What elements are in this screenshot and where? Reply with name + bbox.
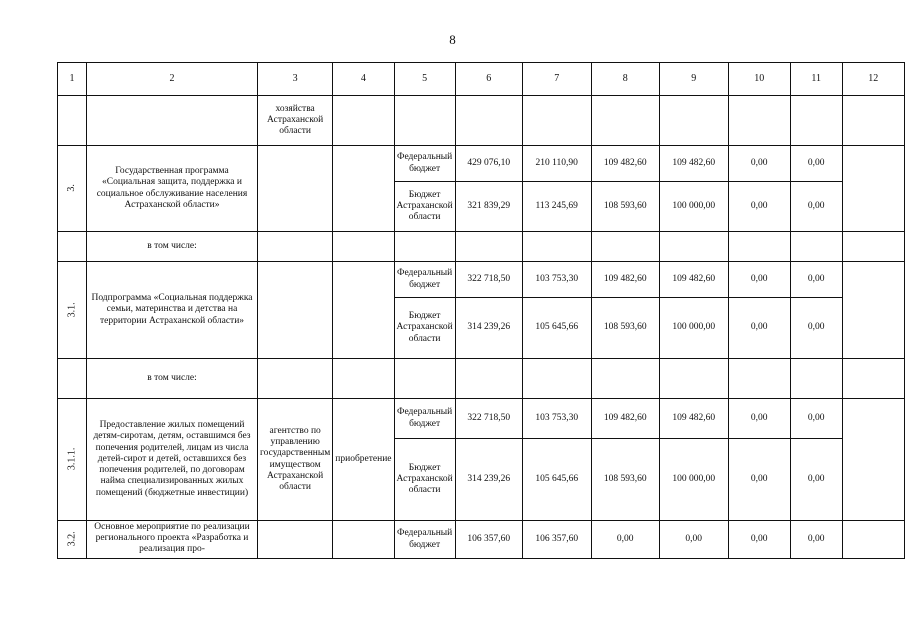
- item-title: Подпрограмма «Социальная поддержка семьи, материнства и детства на территории Астраханской области»: [87, 262, 258, 359]
- row-number: 3.2.: [58, 521, 87, 559]
- header-cell: 5: [394, 63, 455, 96]
- row-number: 3.1.1.: [58, 399, 87, 521]
- table-cell: [58, 232, 87, 262]
- table-cell: [842, 96, 904, 146]
- value-cell: 109 482,60: [659, 399, 728, 439]
- value-cell: 210 110,90: [522, 146, 591, 182]
- table-cell: [659, 232, 728, 262]
- table-cell: [728, 96, 790, 146]
- value-cell: 0,00: [790, 182, 842, 232]
- value-cell: 0,00: [728, 439, 790, 521]
- funding-source: Бюджет Астраханской области: [394, 182, 455, 232]
- value-cell: 108 593,60: [591, 439, 659, 521]
- table-cell: [659, 359, 728, 399]
- funding-source: Федеральный бюджет: [394, 399, 455, 439]
- table-cell: [522, 96, 591, 146]
- funding-source: Федеральный бюджет: [394, 146, 455, 182]
- table-cell: [333, 96, 394, 146]
- table-cell: [728, 359, 790, 399]
- table-row: [58, 399, 905, 439]
- value-cell: 108 593,60: [591, 298, 659, 359]
- value-cell: 0,00: [790, 262, 842, 298]
- table-row: [58, 96, 905, 146]
- header-cell: 7: [522, 63, 591, 96]
- row-number: 3.1.: [58, 262, 87, 359]
- table-cell: [659, 96, 728, 146]
- value-cell: 108 593,60: [591, 182, 659, 232]
- value-cell: 0,00: [790, 521, 842, 559]
- table-cell: [333, 232, 394, 262]
- row-number: 3.: [58, 146, 87, 232]
- value-cell: 103 753,30: [522, 262, 591, 298]
- value-cell: 109 482,60: [591, 262, 659, 298]
- funding-source: Бюджет Астраханской области: [394, 298, 455, 359]
- header-cell: 4: [333, 63, 394, 96]
- table-cell: [258, 359, 333, 399]
- value-cell: 100 000,00: [659, 182, 728, 232]
- value-cell: 0,00: [728, 298, 790, 359]
- table-row: [58, 146, 905, 182]
- table-cell: [842, 399, 904, 521]
- value-cell: 113 245,69: [522, 182, 591, 232]
- value-cell: 321 839,29: [455, 182, 522, 232]
- activity-type-cell: приобретение: [333, 399, 394, 521]
- table-cell: [455, 232, 522, 262]
- value-cell: 0,00: [659, 521, 728, 559]
- executor-cell: агентство по управлению государственным имуществом Астраханской области: [258, 399, 333, 521]
- table-cell: [333, 146, 394, 232]
- header-row: [58, 63, 905, 96]
- table-cell: [522, 232, 591, 262]
- header-cell: 12: [842, 63, 904, 96]
- value-cell: 0,00: [728, 146, 790, 182]
- value-cell: 100 000,00: [659, 439, 728, 521]
- header-cell: 8: [591, 63, 659, 96]
- table-cell: [591, 96, 659, 146]
- value-cell: 0,00: [728, 399, 790, 439]
- value-cell: 106 357,60: [455, 521, 522, 559]
- table-cell: [87, 96, 258, 146]
- table-row: [58, 359, 905, 399]
- value-cell: 109 482,60: [659, 146, 728, 182]
- header-cell: 3: [258, 63, 333, 96]
- header-cell: 1: [58, 63, 87, 96]
- header-cell: 9: [659, 63, 728, 96]
- value-cell: 314 239,26: [455, 298, 522, 359]
- table-cell: [455, 96, 522, 146]
- table-cell: [333, 521, 394, 559]
- header-cell: 10: [728, 63, 790, 96]
- budget-table: [57, 62, 905, 559]
- table-cell: [790, 359, 842, 399]
- table-cell: [258, 262, 333, 359]
- value-cell: 109 482,60: [659, 262, 728, 298]
- table-cell: [258, 146, 333, 232]
- funding-source: Бюджет Астраханской области: [394, 439, 455, 521]
- value-cell: 429 076,10: [455, 146, 522, 182]
- table-cell: [455, 359, 522, 399]
- value-cell: 109 482,60: [591, 399, 659, 439]
- table-cell: [258, 232, 333, 262]
- subsection-label: в том числе:: [87, 359, 258, 399]
- value-cell: 106 357,60: [522, 521, 591, 559]
- table-cell: [394, 359, 455, 399]
- funding-source: Федеральный бюджет: [394, 262, 455, 298]
- value-cell: 322 718,50: [455, 262, 522, 298]
- value-cell: 0,00: [728, 262, 790, 298]
- table-row: [58, 232, 905, 262]
- header-cell: 11: [790, 63, 842, 96]
- table-cell: [394, 96, 455, 146]
- value-cell: 0,00: [790, 298, 842, 359]
- value-cell: 103 753,30: [522, 399, 591, 439]
- value-cell: 0,00: [591, 521, 659, 559]
- table-cell: [333, 359, 394, 399]
- table-cell: [728, 232, 790, 262]
- funding-source: Федеральный бюджет: [394, 521, 455, 559]
- value-cell: 0,00: [790, 146, 842, 182]
- header-cell: 6: [455, 63, 522, 96]
- subsection-label: в том числе:: [87, 232, 258, 262]
- table-cell: [591, 359, 659, 399]
- value-cell: 322 718,50: [455, 399, 522, 439]
- value-cell: 109 482,60: [591, 146, 659, 182]
- table-row: [58, 262, 905, 298]
- table-cell: [842, 521, 904, 559]
- table-cell: [842, 359, 904, 399]
- table-cell: [58, 359, 87, 399]
- table-cell: [58, 96, 87, 146]
- table-cell: [333, 262, 394, 359]
- value-cell: 0,00: [728, 182, 790, 232]
- header-cell: 2: [87, 63, 258, 96]
- item-title: Предоставление жилых помещений детям-сиротам, детям, оставшимся без попечения родителей, лицам из числа детей-сирот и детей, оставшихся без попечения родителей, по договорам найма специализированных жилых помещений (бюджетные инвестиции): [87, 399, 258, 521]
- value-cell: 0,00: [790, 399, 842, 439]
- value-cell: 105 645,66: [522, 298, 591, 359]
- table-cell: [842, 262, 904, 359]
- item-title: Государственная программа «Социальная защита, поддержка и социальное обслуживание населения Астраханской области»: [87, 146, 258, 232]
- value-cell: 100 000,00: [659, 298, 728, 359]
- value-cell: 314 239,26: [455, 439, 522, 521]
- table-cell: [790, 96, 842, 146]
- table-cell: [591, 232, 659, 262]
- table-cell: [842, 232, 904, 262]
- value-cell: 0,00: [790, 439, 842, 521]
- value-cell: 0,00: [728, 521, 790, 559]
- table-cell: [842, 146, 904, 232]
- page-number: 8: [449, 32, 456, 47]
- item-title: Основное мероприятие по реализации регионального проекта «Разработка и реализация про-: [87, 521, 258, 559]
- table-cell: [790, 232, 842, 262]
- table-cell: [258, 521, 333, 559]
- table-cell: [522, 359, 591, 399]
- table-cell: [394, 232, 455, 262]
- executor-cell: хозяйства Астраханской области: [258, 96, 333, 146]
- value-cell: 105 645,66: [522, 439, 591, 521]
- table-row: [58, 521, 905, 559]
